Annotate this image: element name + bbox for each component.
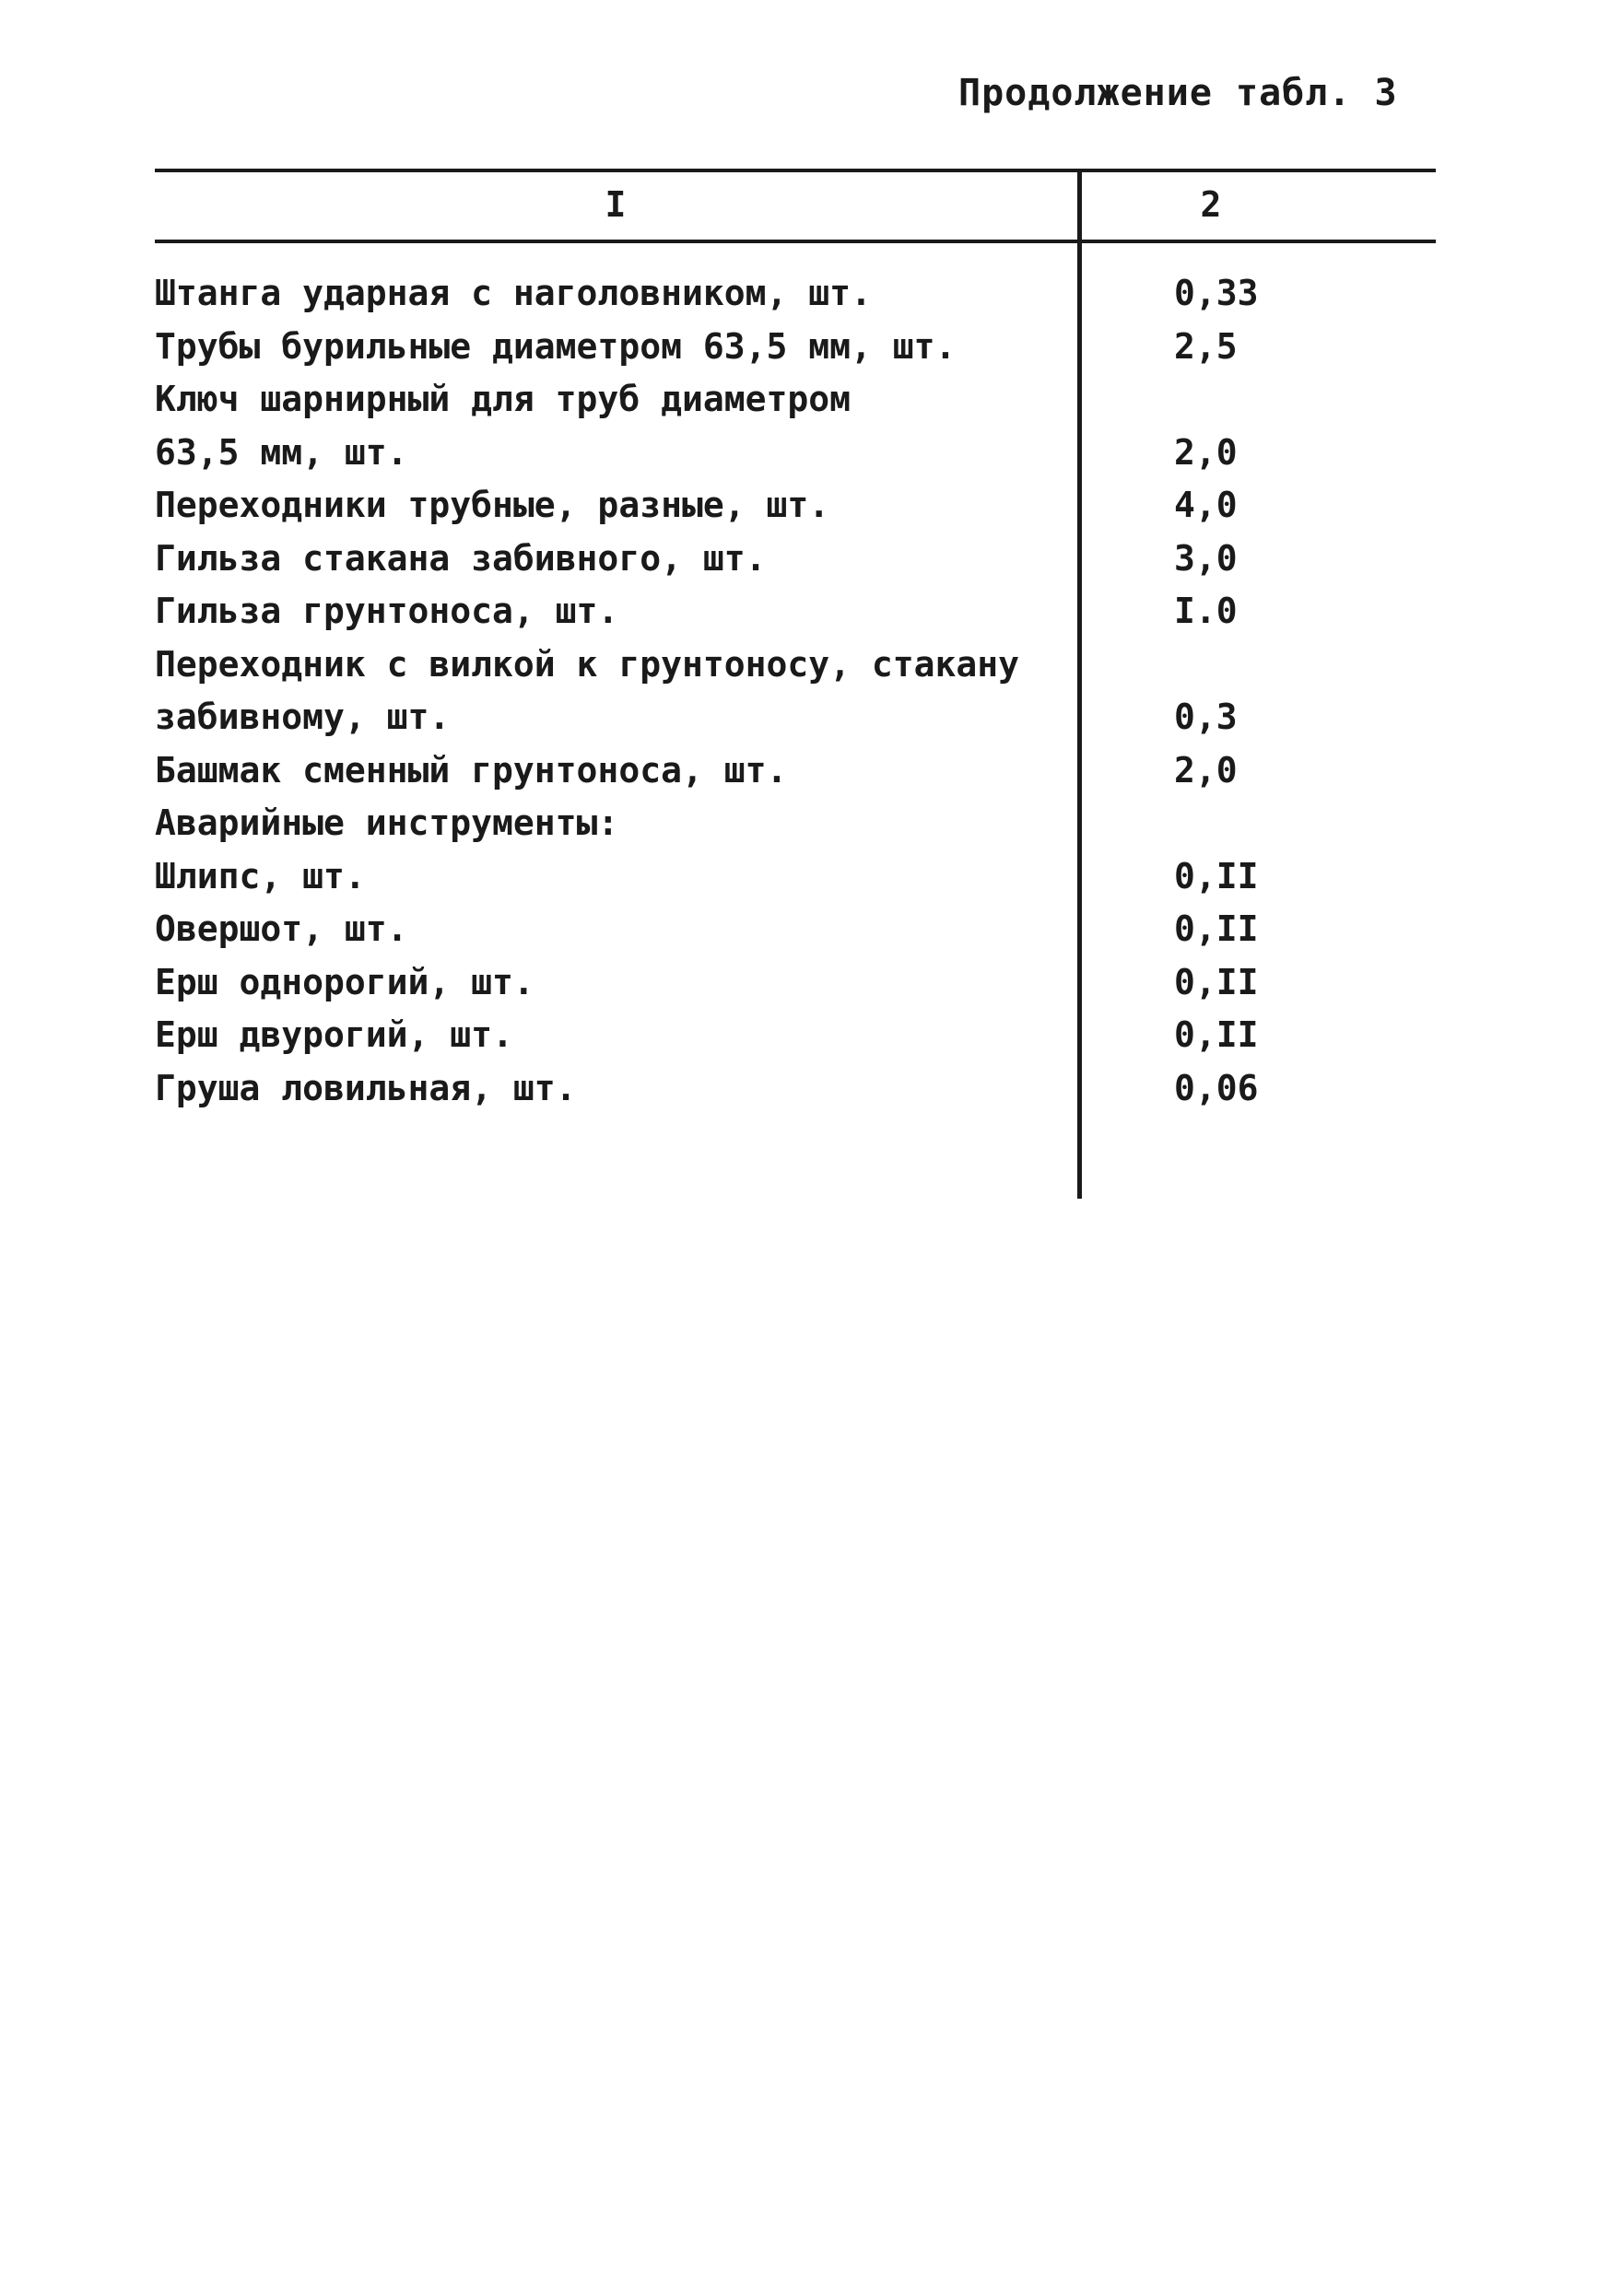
row-value: 0,06 xyxy=(1174,1067,1259,1108)
table-row xyxy=(155,797,1371,850)
row-name: Аварийные инструменты: xyxy=(155,802,619,843)
table-row xyxy=(155,585,1371,638)
row-name: 63,5 мм, шт. xyxy=(155,431,408,473)
table-row xyxy=(155,638,1371,692)
table-row xyxy=(155,267,1371,321)
row-name: Трубы бурильные диаметром 63,5 мм, шт. xyxy=(155,325,957,367)
table-row xyxy=(155,1009,1371,1062)
table-row xyxy=(155,479,1371,533)
row-value: 0,II xyxy=(1174,855,1259,896)
row-value: 4,0 xyxy=(1174,485,1238,525)
column-header-2: 2 xyxy=(1200,184,1222,225)
table-header-rule xyxy=(155,240,1436,243)
row-value: 2,0 xyxy=(1174,431,1238,473)
row-name: Переходник с вилкой к грунтоносу, стакану xyxy=(155,643,1019,685)
row-value: 0,II xyxy=(1174,1014,1259,1055)
table-top-rule xyxy=(155,169,1436,172)
table-row xyxy=(155,321,1371,374)
row-value: 0,II xyxy=(1174,961,1259,1002)
row-name: Штанга ударная с наголовником, шт. xyxy=(155,273,872,313)
table-continuation-caption: Продолжение табл. 3 xyxy=(958,72,1398,114)
table-row xyxy=(155,691,1371,744)
row-name: Ерш двурогий, шт. xyxy=(155,1014,513,1055)
table-row xyxy=(155,373,1371,427)
row-value: 3,0 xyxy=(1174,537,1238,579)
row-value: 2,0 xyxy=(1174,749,1238,791)
row-name: Гильза стакана забивного, шт. xyxy=(155,537,767,579)
row-name: Шлипс, шт. xyxy=(155,855,366,896)
row-name: Гильза грунтоноса, шт. xyxy=(155,591,619,631)
table-body xyxy=(155,267,1371,1115)
row-name: забивному, шт. xyxy=(155,697,451,737)
row-name: Груша ловильная, шт. xyxy=(155,1067,577,1108)
row-value: I.0 xyxy=(1174,591,1238,631)
table-row xyxy=(155,1062,1371,1116)
row-value: 0,II xyxy=(1174,908,1259,949)
row-value: 0,33 xyxy=(1174,273,1259,313)
row-name: Ерш однорогий, шт. xyxy=(155,961,534,1002)
table-row xyxy=(155,956,1371,1010)
table-row xyxy=(155,744,1371,798)
table-row xyxy=(155,903,1371,956)
row-name: Овершот, шт. xyxy=(155,908,408,949)
row-value: 2,5 xyxy=(1174,325,1238,367)
table-row xyxy=(155,427,1371,480)
row-name: Башмак сменный грунтоноса, шт. xyxy=(155,749,788,791)
table-row xyxy=(155,533,1371,586)
row-name: Ключ шарнирный для труб диаметром xyxy=(155,379,851,419)
column-header-1: I xyxy=(605,184,627,225)
table-row xyxy=(155,850,1371,904)
row-value: 0,3 xyxy=(1174,697,1238,737)
row-name: Переходники трубные, разные, шт. xyxy=(155,485,830,525)
